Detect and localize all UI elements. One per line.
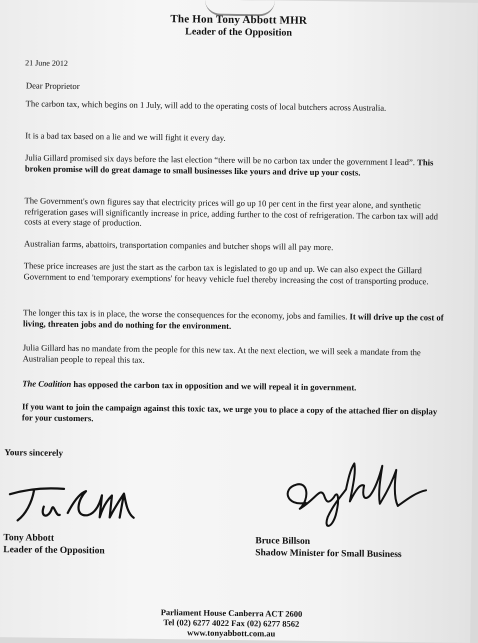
closing: Yours sincerely (4, 447, 64, 458)
paragraph-9-text: has opposed the carbon tax in opposition and we will repeal it in government. (73, 379, 357, 393)
signatory-right-title: Shadow Minister for Small Business (255, 548, 402, 561)
paragraph-3 (25, 152, 450, 178)
letter-footer (0, 605, 471, 641)
signatory-right (255, 535, 402, 561)
letterhead-name: The Hon Tony Abbott MHR (170, 13, 308, 27)
paragraph-7-text: The longer this tax is in place, the worse the consequences for the economy, jobs and families. (23, 307, 348, 322)
salutation: Dear Proprietor (25, 80, 80, 92)
signatory-right-name: Bruce Billson (255, 536, 311, 547)
footer-web: www.tonyabbott.com.au (187, 627, 276, 639)
signatory-left-title: Leader of the Opposition (3, 545, 105, 557)
paragraph-6: These price increases are just the start as the carbon tax is legislated to go up and up. We can also expect the Gillard Government to end 'temporary exemptions' for heavy vehicle fuel thereby increasing the cost of transporting produce. (23, 260, 429, 286)
letter-date: 21 June 2012 (25, 58, 68, 68)
signature-bruce-billson (275, 458, 446, 540)
paragraph-3-text: Julia Gillard promised six days before the last election “there will be no carbon tax under the government I lead”. (25, 152, 416, 168)
paragraph-8: Julia Gillard has no mandate from the people for this new tax. At the next election, we will seek a mandate from the Australian people to repeal this tax. (22, 342, 421, 365)
paragraph-7-emphasis: It will drive up the cost of living, threaten jobs and do nothing for the environment. (22, 311, 444, 331)
paragraph-10: If you want to join the campaign against this toxic tax, we urge you to place a copy of the attached flier on display for your customers. (21, 401, 438, 423)
paragraph-9 (22, 378, 447, 394)
letterhead (0, 11, 478, 41)
paragraph-9-subject: The Coalition (22, 378, 72, 389)
paragraph-4: The Government's own figures say that electricity prices will go up 10 per cent in the first year alone, and synthetic refrigeration gases will significantly increase in price, adding further to the cost of refrigeration. The carbon tax will add costs at every stage of production. (24, 195, 439, 229)
letterhead-role: Leader of the Opposition (185, 26, 293, 39)
signatory-left-name: Tony Abbott (3, 533, 55, 544)
signature-tony-abbott (4, 472, 165, 529)
paragraph-7 (23, 307, 448, 333)
paragraph-3-emphasis: This broken promise will do great damage to small businesses like yours and drive up your costs. (24, 157, 434, 178)
footer-phone: Tel (02) 6277 4022 Fax (02) 6277 8562 (163, 617, 300, 629)
signatory-left (3, 532, 105, 557)
paragraph-1: The carbon tax, which begins on 1 July, will add to the operating costs of local butchers across Australia. (25, 98, 387, 113)
paragraph-5: Australian farms, abattoirs, transportation companies and butcher shops will all pay more. (23, 238, 334, 253)
paragraph-2: It is a bad tax based on a lie and we will fight it every day. (25, 130, 226, 143)
footer-address: Parliament House Canberra ACT 2600 (160, 607, 303, 619)
